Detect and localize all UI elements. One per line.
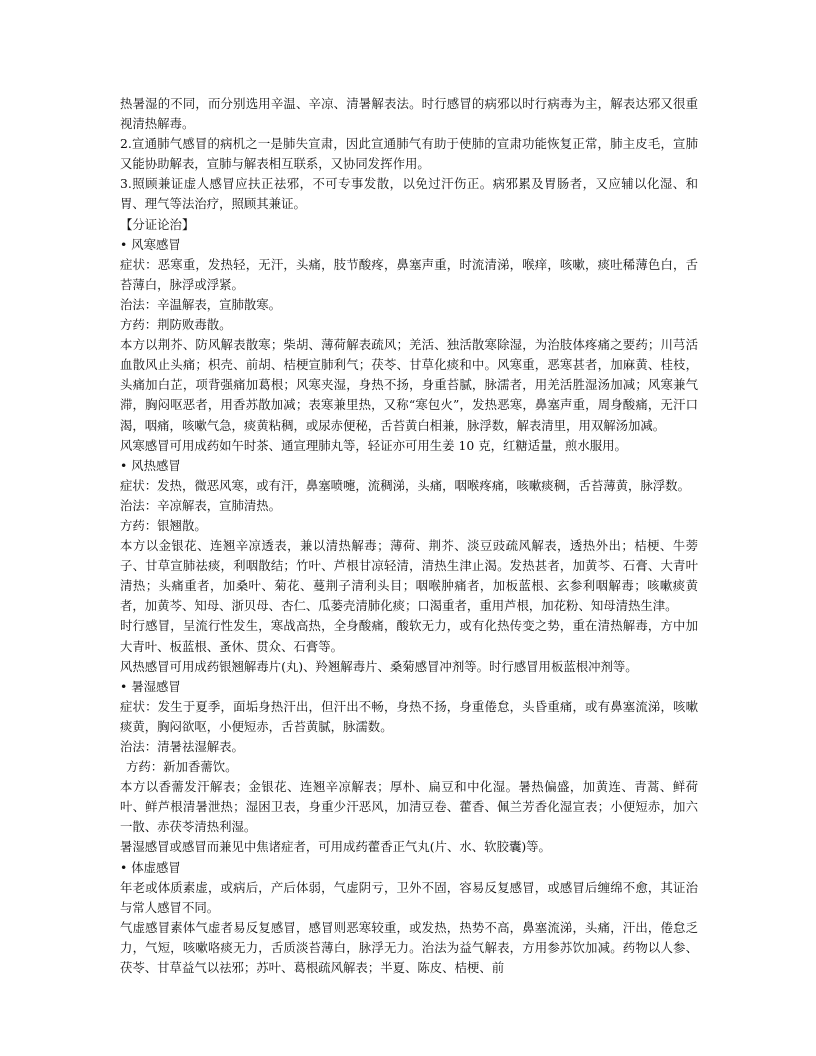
summer-damp-symptoms: 症状：发生于夏季，面垢身热汗出，但汗出不畅，身热不扬，身重倦怠，头昏重痛，或有鼻塞流涕，咳嗽痰黄，胸闷欲呕，小便短赤，舌苔黄腻，脉濡数。 (120, 698, 698, 734)
wind-heat-explanation: 本方以金银花、连翘辛凉透表，兼以清热解毒；薄荷、荆芥、淡豆豉疏风解表，透热外出；桔梗、牛蒡子、甘草宣肺祛痰，利咽散结；竹叶、芦根甘凉轻清，清热生津止渴。发热甚者，加黄芩、石膏、大青叶清热；头痛重者，加桑叶、菊花、蔓荆子清利头目；咽喉肿痛者，加板蓝根、玄参利咽解毒；咳嗽痰黄者，加黄芩、知母、浙贝母、杏仁、瓜蒌壳清肺化痰；口渴重者，重用芦根，加花粉、知母清热生津。 (120, 538, 698, 614)
summer-damp-prescription: 方药：新加香薷饮。 (126, 759, 238, 775)
subheading-deficiency: • 体虚感冒 (120, 859, 181, 875)
wind-heat-treatment: 治法：辛凉解表，宣肺清热。 (120, 497, 282, 513)
qi-deficiency-paragraph: 气虚感冒素体气虚者易反复感冒，感冒则恶寒较重，或发热，热势不高，鼻塞流涕，头痛，汗出，倦怠乏力，气短，咳嗽咯痰无力，舌质淡苔薄白，脉浮无力。治法为益气解表，方用参苏饮加减。药物以人参、茯苓、甘草益气以祛邪；苏叶、葛根疏风解表；半夏、陈皮、桔梗、前 (120, 919, 698, 976)
wind-heat-patent-medicine: 风热感冒可用成药银翘解毒片(丸)、羚翘解毒片、桑菊感冒冲剂等。时行感冒用板蓝根冲剂等。 (120, 658, 638, 674)
wind-cold-patent-medicine: 风寒感冒可用成药如午时茶、通宣理肺丸等，轻证亦可用生姜 10 克，红糖适量，煎水服用。 (120, 437, 627, 453)
summer-damp-treatment: 治法：清暑祛湿解表。 (120, 739, 244, 754)
subheading-wind-cold: • 风寒感冒 (120, 236, 181, 252)
section-heading-syndromes: 【分证论治】 (120, 216, 195, 232)
summer-damp-patent-medicine: 暑湿感冒或感冒而兼见中焦诸症者，可用成药藿香正气丸(片、水、软胶囊)等。 (120, 839, 551, 855)
summer-damp-explanation: 本方以香薷发汗解表；金银花、连翘辛凉解表；厚朴、扁豆和中化湿。暑热偏盛，加黄连、青蒿、鲜荷叶、鲜芦根清暑泄热；湿困卫表，身重少汗恶风，加清豆卷、藿香、佩兰芳香化湿宣表；小便短赤，加六一散、赤茯苓清热利湿。 (120, 779, 698, 835)
paragraph-principle-2: 2.宣通肺气感冒的病机之一是肺失宣肃，因此宣通肺气有助于使肺的宣肃功能恢复正常，肺主皮毛，宣肺又能协助解表，宣肺与解表相互联系，又协同发挥作用。 (120, 136, 698, 172)
subheading-wind-heat: • 风热感冒 (120, 457, 181, 473)
deficiency-overview: 年老或体质素虚，或病后，产后体弱，气虚阴亏，卫外不固，容易反复感冒，或感冒后缠绵不愈，其证治与常人感冒不同。 (120, 879, 698, 915)
paragraph-intro-continued: 热暑湿的不同，而分别选用辛温、辛凉、清暑解表法。时行感冒的病邪以时行病毒为主，解表达邪又很重视清热解毒。 (120, 96, 698, 132)
subheading-summer-damp: • 暑湿感冒 (120, 678, 181, 694)
wind-cold-prescription: 方药：荆防败毒散。 (120, 317, 232, 333)
wind-heat-symptoms: 症状：发热，微恶风寒，或有汗，鼻塞喷嚏，流稠涕，头痛，咽喉疼痛，咳嗽痰稠，舌苔薄黄，脉浮数。 (120, 477, 690, 493)
epidemic-cold-paragraph: 时行感冒，呈流行性发生，寒战高热，全身酸痛，酸软无力，或有化热传变之势，重在清热解毒，方中加大青叶、板蓝根、蚤休、贯众、石膏等。 (120, 618, 698, 654)
wind-cold-explanation: 本方以荆芥、防风解表散寒；柴胡、薄荷解表疏风；羌活、独活散寒除湿，为治肢体疼痛之要药；川芎活血散风止头痛；枳壳、前胡、桔梗宣肺利气；茯苓、甘草化痰和中。风寒重，恶寒甚者，加麻黄、桂枝，头痛加白芷，项背强痛加葛根；风寒夹湿，身热不扬，身重苔腻，脉濡者，用羌活胜湿汤加减；风寒兼气滞，胸闷呕恶者，用香苏散加减；表寒兼里热，又称“寒包火”，发热恶寒，鼻塞声重，周身酸痛，无汗口渴，咽痛，咳嗽气急，痰黄粘稠，或尿赤便秘，舌苔黄白相兼，脉浮数，解表清里，用双解汤加减。 (120, 337, 698, 433)
wind-cold-symptoms: 症状：恶寒重，发热轻，无汗，头痛，肢节酸疼，鼻塞声重，时流清涕，喉痒，咳嗽，痰吐稀薄色白，舌苔薄白，脉浮或浮紧。 (120, 256, 698, 292)
document-body (120, 94, 698, 978)
paragraph-principle-3: 3.照顾兼证虚人感冒应扶正祛邪，不可专事发散，以免过汗伤正。病邪累及胃肠者，又应辅以化湿、和胃、理气等法治疗，照顾其兼证。 (120, 176, 698, 212)
wind-cold-treatment: 治法：辛温解表，宣肺散寒。 (120, 296, 282, 312)
wind-heat-prescription: 方药：银翘散。 (120, 517, 207, 533)
